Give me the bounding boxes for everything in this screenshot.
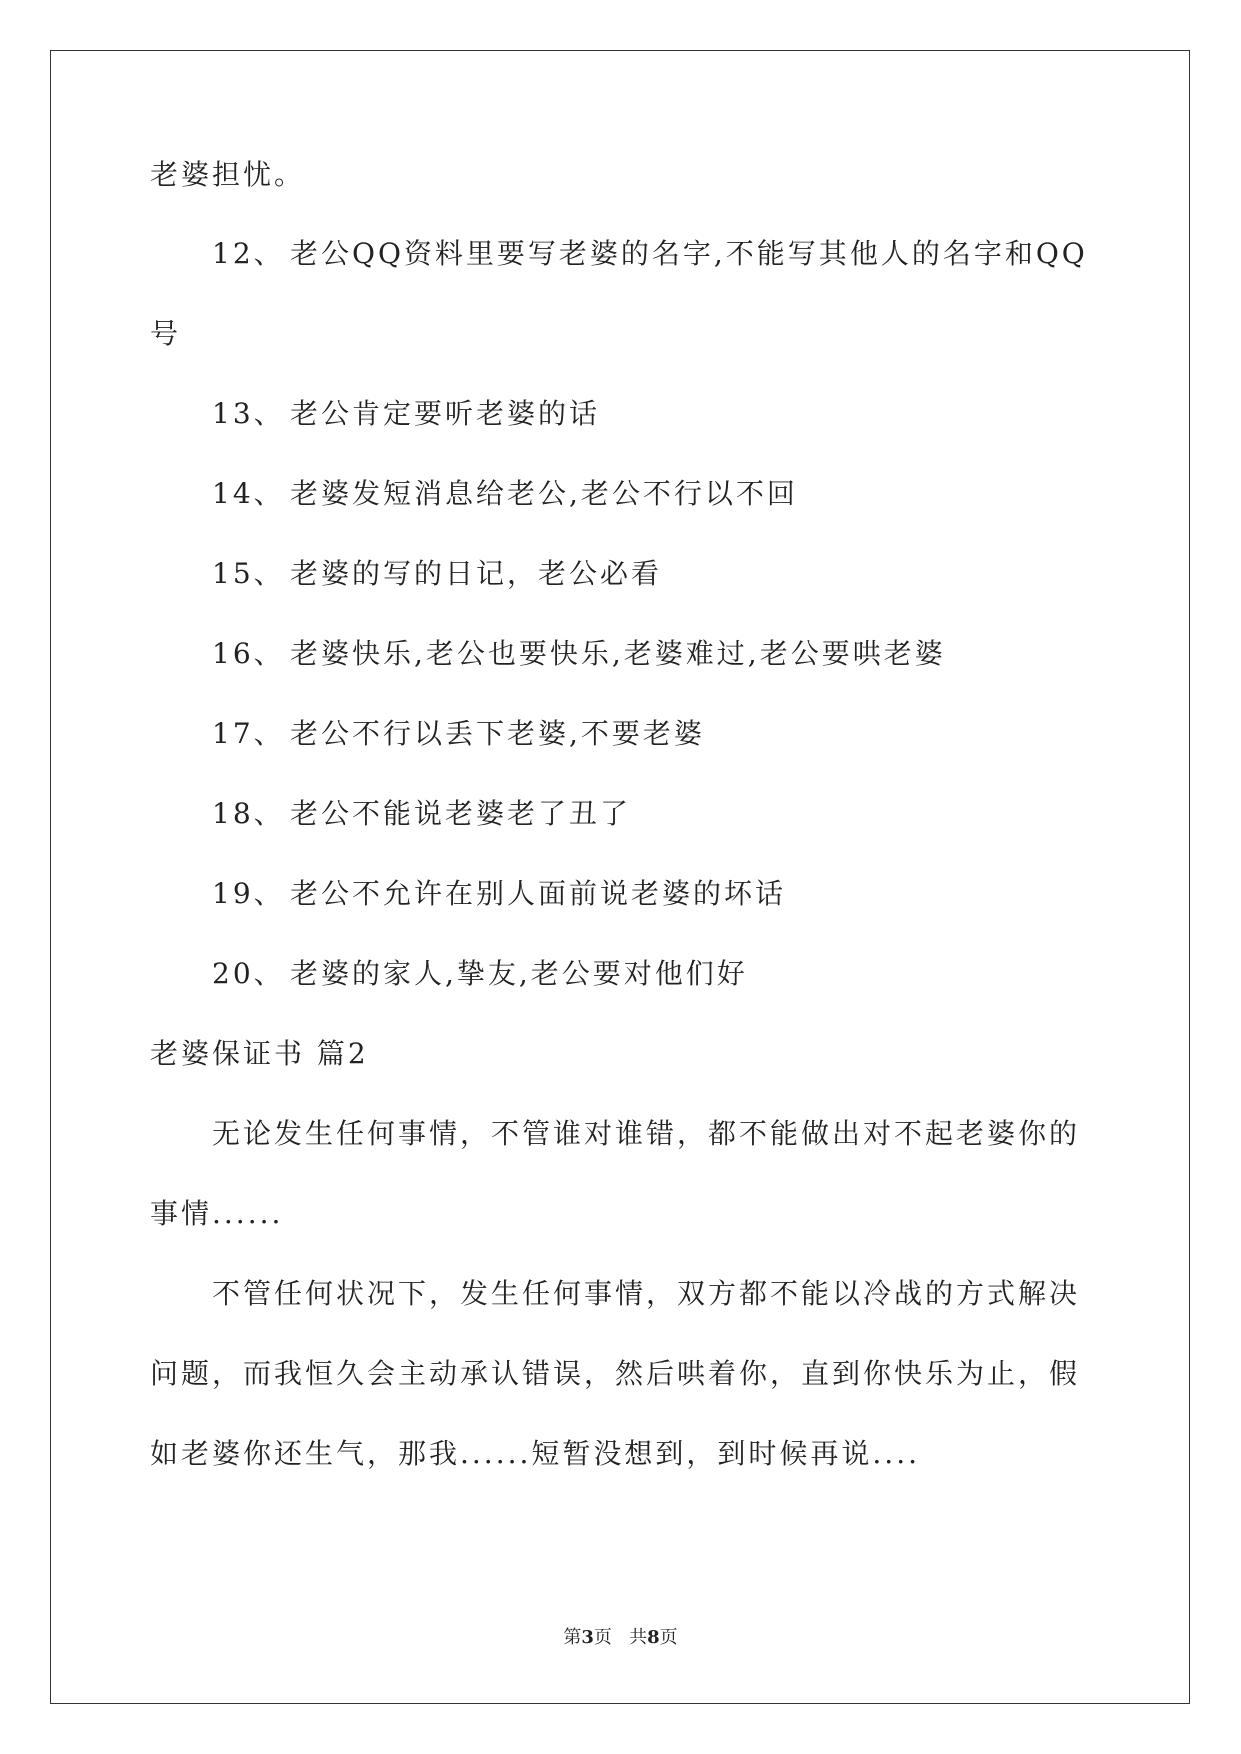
list-item-20	[212, 956, 748, 992]
list-item-number: 16、	[212, 637, 285, 670]
page-footer	[0, 1627, 1241, 1649]
list-item-text: 老公QQ资料里要写老婆的名字,不能写其他人的名字和QQ	[290, 237, 1088, 270]
list-item-13	[212, 396, 600, 432]
paragraph-1-line-2: 事情......	[150, 1197, 284, 1230]
list-item-number: 19、	[212, 877, 285, 910]
paragraph-2-line-1: 不管任何状况下，发生任何事情，双方都不能以冷战的方式解决	[212, 1277, 1081, 1310]
list-item-number: 17、	[212, 717, 285, 750]
footer-total-pages: 8	[647, 1627, 660, 1648]
list-item-text: 老公不行以丢下老婆,不要老婆	[290, 717, 705, 750]
list-item-12	[212, 236, 1088, 272]
list-item-number: 18、	[212, 797, 285, 830]
list-item-number: 15、	[212, 557, 285, 590]
list-item-18	[212, 796, 631, 832]
list-item-15	[212, 556, 662, 592]
list-item-text: 老公不能说老婆老了丑了	[290, 797, 632, 830]
list-item-16	[212, 636, 946, 672]
list-item-14	[212, 476, 798, 512]
list-item-12-wrap: 号	[150, 317, 182, 350]
list-item-text: 老婆的家人,挚友,老公要对他们好	[290, 957, 748, 990]
list-item-text: 老公肯定要听老婆的话	[290, 397, 601, 430]
list-item-19	[212, 876, 786, 912]
list-item-text: 老婆快乐,老公也要快乐,老婆难过,老公要哄老婆	[290, 637, 946, 670]
list-item-number: 14、	[212, 477, 285, 510]
list-item-number: 20、	[212, 957, 285, 990]
footer-prefix: 第	[563, 1627, 582, 1648]
section-heading: 老婆保证书 篇2	[150, 1037, 369, 1070]
footer-total-prefix: 共	[629, 1627, 648, 1648]
list-item-text: 老婆的写的日记，老公必看	[290, 557, 663, 590]
list-item-number: 13、	[212, 397, 285, 430]
list-item-number: 12、	[212, 237, 285, 270]
list-item-text: 老公不允许在别人面前说老婆的坏话	[290, 877, 787, 910]
footer-page-word: 页	[593, 1627, 612, 1648]
footer-total-suffix: 页	[659, 1627, 678, 1648]
paragraph-2-line-3: 如老婆你还生气，那我......短暂没想到，到时候再说....	[150, 1437, 921, 1470]
list-item-text: 老婆发短消息给老公,老公不行以不回	[290, 477, 798, 510]
paragraph-2-line-2: 问题，而我恒久会主动承认错误，然后哄着你，直到你快乐为止，假	[150, 1357, 1081, 1390]
paragraph-1-line-1: 无论发生任何事情，不管谁对谁错，都不能做出对不起老婆你的	[212, 1117, 1081, 1150]
list-item-17	[212, 716, 705, 752]
footer-current-page: 3	[581, 1627, 594, 1648]
text-line-continuation: 老婆担忧。	[150, 158, 306, 191]
